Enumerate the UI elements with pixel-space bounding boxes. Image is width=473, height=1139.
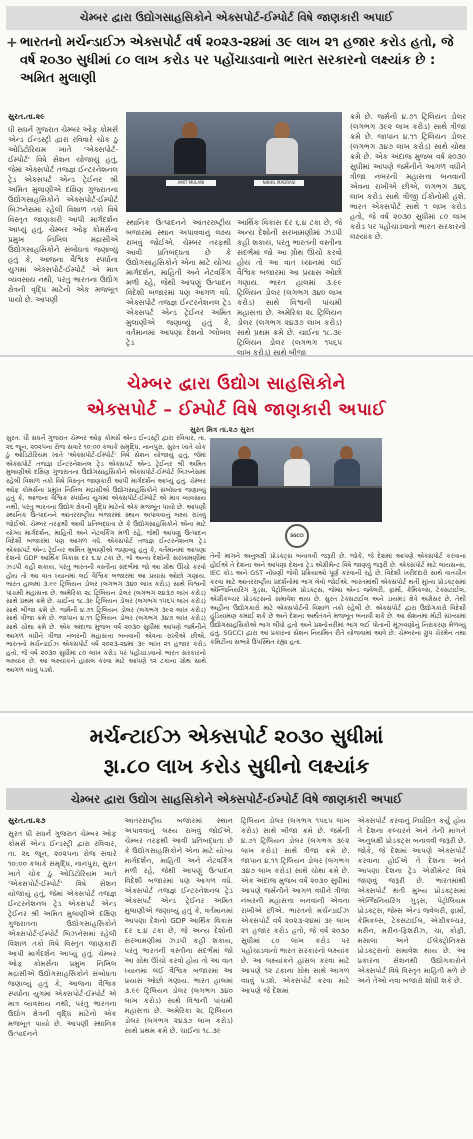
clip1-columns-middle [126,218,342,357]
clip1-col3: આર્થિક વિકાસ દર ૬.૪ ટકા છે, જે અન્ય દેશોની સરખામણીમાં ઝડપી કહી શકાય, પરંતુ ભારતની વસ્તીના સંદર્ભમાં જો આ ગ્રોથ ઊંચો કરવો હોય તો આ વાત ધ્યાનમાં લઈ વૈશ્વિક બજારમાં આ પ્રયાસ ઓછો ગણાય. ભારત હાલમાં ૩.૯૯ ટ્રિલિયન ડોલર (લગભગ ૩૪૦ લાખ કરોડ) સાથે વિશ્વની પાંચમી મહાસત્તા છે. અમેરિકા ૨૮ ટ્રિલિયન ડોલર (લગભગ ૨૪૩૭ લાખ કરોડ) સાથે પ્રથમ ક્રમે છે. ચાઈના ૧૮.૩૯ ટ્રિલિયન ડોલર (લગભગ ૧૫૬૫ લાખ કરોડ) સાથે બીજા [237,218,342,357]
nameplate-left: AMIT MULANI [166,180,216,186]
clip3-banner: ચેમ્બર દ્વારા ઉદ્યોગ સાહસિકોને એક્સપોર્ટ-ઈમ્પોર્ટ વિષે જાણકારી અપાઈ [6,788,467,810]
clip1-byline: સુરત.તા.૨૯ [8,112,45,121]
clip1-event-photo [126,112,342,212]
clip3-title-line1: મર્ચન્ટાઈઝ એક્સપોર્ટ ૨૦૩૦ સુધીમાં [89,724,384,748]
clip3-col3: ટ્રિલિયન ડોલર (લગભગ ૧૫૬૫ લાખ કરોડ) સાથે બીજા ક્રમે છે. જર્મની ૪.૭૧ ટ્રિલિયન ડોલર (લગભગ ૩૯૨ લાખ કરોડ) સાથે ત્રીજા ક્રમે છે. જાપાન ૪.૧૧ ટ્રિલિયન ડોલર (લગભગ ૩૪૭ લાખ કરોડ) સાથે ચોથા ક્રમે છે. એક અંદાજ મુજબ વર્ષ ૨૦૩૦ સુધીમાં આપણે જર્મનીને આગળ વધીને ત્રીજા નંબરની મહાસત્તા બનવાની એવના રાખીએ છીએ. ભારતનો મર્ચન્ડાઈઝ એક્સપોર્ટ વર્ષ ૨૦૨૩-૨૪માં ૩૯ લાખ ૨૧ હજાર કરોડ હતો, જે વર્ષ ૨૦૩૦ સુધીમાં ૮૦ લાખ કરોડ પર પહોંચાડવાનો ભારત સરકારનો લક્ષ્યાંક છે. આ લક્ષ્યાંકને હાંસલ કરવા માટે આપણે ૧૨ ટકાના ગ્રોથ સાથે આગળ વધવું પડશે. એક્સપોર્ટ કરવા માટે આપણે જે દેશમાં [241,816,350,995]
clip3-byline: સુરત.તા.૨૭ [8,816,46,825]
clip1-col1-text: ધી સધર્ન ગુજરાત ચેમ્બર ઓફ કોમર્સ એન્ડ ઈન્ડસ્ટ્રી દ્વારા રવિવારે ચોક ઠુ ઓડિટોરિયમ ખાતે 'એક્સપોર્ટ-ઈમ્પોર્ટ' વિષે સેશન યોજાયું હતું, જેમાં એક્સપોર્ટ તજજ્ઞ ઈન્ટરનેશનલ ટ્રેડ એક્સપર્ટ એન્ડ ટ્રેઈનર શ્રી અમિત મુલાણીએ દક્ષિણ ગુજરાતના ઉદ્યોગસાહસિકોને એક્સપોર્ટ-ઈમ્પોર્ટ બિઝનેસમાં રહેલી વિશાળ તકો વિષે વિસ્તૃત જાણકારી આપી માર્ગદર્શન આપ્યું હતું. ચેમ્બર ઓફ કોમર્સના પ્રમુખ નિખિલ મદ્રાસીએ ઉદ્યોગસાહસિકોને સંબોધતા જણાવ્યું હતું કે, આજના વૈશ્વિક સ્પર્ધાના યુગમાં એક્સપોર્ટ-ઈમ્પોર્ટ એ માત્ર વ્યવસાય નથી, પરંતુ ભારતના ઉદ્યોગ ક્ષેત્રની વૃદ્ધિ માટેનો એક મજબૂત પાયો છે. આપણી [8,125,118,304]
clip2-title-line2: એક્સપોર્ટ – ઈમ્પોર્ટ વિષે જાણકારી અપાઈ [86,400,387,420]
clip3-col2: આંતરરાષ્ટ્રીય બજારમાં સ્થાન અપાવવાનું લક્ષ્ય રાખવું જોઈએ. ચેમ્બર તરફથી આવી પ્રતિબદ્ધતા છે કે ઉદ્યોગસાહસિકોને એના માટે યોગ્ય માર્ગદર્શન, માહિતી અને નેટવર્કિંગ મળી રહે, જેથી આપણું ઉત્પાદન વિદેશી બજારમાં પણ આગળ વધે. એક્સપોર્ટ તજજ્ઞ ઈન્ટરનેશનલ ટ્રેડ એક્સપર્ટ એન્ડ ટ્રેઈનર અમિત મુલાણીએ જણાવ્યું હતું કે, વર્તમાનમાં આપણા દેશનો GDP આર્થિક વિકાસ દર ૬.૪ ટકા છે, જે અન્ય દેશોની સરખામણીમાં ઝડપી કહી શકાય, પરંતુ ભારતની વસ્તીના સંદર્ભમાં જો આ ગ્રોથ ઊંચો કરવો હોય તો આ વાત ધ્યાનમાં લઈ વૈશ્વિક બજારમાં આ પ્રયાસ ઓછો ગણાય. ભારત હાલમાં ૩.૯૯ ટ્રિલિયન ડોલર (લગભગ ૩૪૦ લાખ કરોડ) સાથે વિશ્વની પાંચમી મહાસત્તા છે. અમેરિકા ૨૮ ટ્રિલિયન ડોલર (લગભગ ૨૪૩૭ લાખ કરોડ) સાથે પ્રથમ ક્રમે છે. ચાઈના ૧૮.૩૯ [124,816,233,1035]
sgcci-emblem: SGCCI [285,524,309,548]
clip2-col1: સુરત. ધી સધર્ન ગુજરાત ચેમ્બર ઓફ કોમર્સ એન્ડ ઈન્ડસ્ટ્રી દ્વારા રવિવાર, તા. ૨૬ જૂન, ૨૦૨૫ના રોજ સવારે ૧૦:૦૦ કલાકે સમૃદ્ધિ, નાનપુરા, સુરત ખાતે ચોક ઠુ ઓડિટોરિયમ ખાતે 'એક્સપોર્ટ-ઈમ્પોર્ટ' વિષે સેશન યોજાયું હતું, જેમાં એક્સપોર્ટ તજજ્ઞ ઈન્ટરનેશનલ ટ્રેડ એક્સપર્ટ એન્ડ ટ્રેઈનર શ્રી અમિત મુલાણીએ દક્ષિણ ગુજરાતના ઉદ્યોગસાહસિકોને એક્સપોર્ટ-ઈમ્પોર્ટ બિઝનેસમાં રહેલી વિશાળ તકો વિષે વિસ્તૃત જાણકારી આપી માર્ગદર્શન આપ્યું હતું. ચેમ્બર ઓફ કોમર્સના પ્રમુખ નિખિલ મદ્રાસીએ ઉદ્યોગસાહસિકોને સંબોધતા જણાવ્યું હતું કે, આજના વૈશ્વિક સ્પર્ધાના યુગમાં એક્સપોર્ટ-ઈમ્પોર્ટ એ માત્ર વ્યવસાય નથી, પરંતુ ભારતના ઉદ્યોગ ક્ષેત્રની વૃદ્ધિ માટેનો એક મજબૂત પાયો છે. આપણી સ્થાનિક ઉત્પાદનને આંતરરાષ્ટ્રીય બજારમાં સ્થાન અપાવવાનું લક્ષ્ય રાખવું જોઈએ. ચેમ્બર તરફથી આવી પ્રતિબદ્ધતા છે કે ઉદ્યોગસાહસિકોને એના માટે યોગ્ય માર્ગદર્શન, માહિતી અને નેટવર્કિંગ મળી રહે, જેથી આપણું ઉત્પાદન વિદેશી બજારમાં પણ આગળ વધે. એક્સપોર્ટ તજજ્ઞ ઈન્ટરનેશનલ ટ્રેડ એક્સપર્ટ એન્ડ ટ્રેઈનર અમિત મુલાણીએ જણાવ્યું હતું કે, વર્તમાનમાં આપણા દેશનો GDP આર્થિક વિકાસ દર ૬.૪ ટકા છે, જે અન્ય દેશોની સરખામણીમાં ઝડપી કહી શકાય, પરંતુ ભારતની વસ્તીના સંદર્ભમાં જો આ ગ્રોથ ઊંચો કરવો હોય તો આ વાત ધ્યાનમાં લઈ વૈશ્વિક બજારમાં આ પ્રયાસ ઓછો ગણાય. ભારત હાલમાં ૩.૯૯ ટ્રિલિયન ડોલર (લગભગ ૩૪૦ લાખ કરોડ) સાથે વિશ્વની પાંચમી મહાસત્તા છે. અમેરિકા ૨૮ ટ્રિલિયન ડોલર (લગભગ ૨૪૩૭ લાખ કરોડ) સાથે પ્રથમ ક્રમે છે. ચાઈના ૧૮.૩૯ ટ્રિલિયન ડોલર (લગભગ ૧૫૬૫ લાખ કરોડ) સાથે બીજા ક્રમે છે. જર્મની ૪.૭૧ ટ્રિલિયન ડોલર (લગભગ ૩૯૨ લાખ કરોડ) સાથે ત્રીજા ક્રમે છે. જાપાન ૪.૧૧ ટ્રિલિયન ડોલર (લગભગ ૩૪૭ લાખ કરોડ) સાથે ચોથા ક્રમે છે. એક અંદાજ મુજબ વર્ષ ૨૦૩૦ સુધીમાં આપણે જર્મનીને આગળ વધીને ત્રીજા નંબરની મહાસત્તા બનવાની એવના રાખીએ છીએ. ભારતનો મર્ચન્ડાઈઝ એક્સપોર્ટ વર્ષ ૨૦૨૩-૨૪માં ૩૯ લાખ ૨૧ હજાર કરોડ હતો, જે વર્ષ ૨૦૩૦ સુધીમાં ૮૦ લાખ કરોડ પર પહોંચાડવાનો ભારત સરકારનો લક્ષ્યાંક છે. આ લક્ષ્યાંકને હાંસલ કરવા માટે આપણે ૧૨ ટકાના ગ્રોથ સાથે આગળ વધવું પડશે. [6,434,206,675]
news-clipping-3 [0,716,473,1139]
clip2-byline: સુરત મિત્ર તા.૨૭ સુરત [190,426,254,434]
clip3-col4: એક્સપોર્ટ કરવાનું નિર્ધારિત કર્યું હોય તે દેશના કલ્ચરને અને તેની માંગને અનુલક્ષી પ્રોડક્ટ્સ બનાવવી જરૂરી છે. જોકે, જે દેશમાં આપણે એક્સપોર્ટ કરવાના હોઈએ તે દેશના અને આપણા દેશના ટ્રેડ એગ્રીમેન્ટ વિષે જાણવું જરૂરી છે. ભારતમાંથી એક્સપોર્ટ થતી મુખ્ય પ્રોડક્ટ્સમાં એન્જિનિયરિંગ ગુડ્સ, પેટ્રોલિયમ પ્રોડક્ટ્સ, જેમ્સ એન્ડ જ્વેલરી, ફાર્મા, કેમિકલ્સ, ટેક્સટાઈલ, એગ્રીકલ્ચર, મરીન, મરીન-ફિશરીઝ, ચા, કોફી, મસાલા અને ઈલેક્ટ્રોનિક્સ પ્રોડક્ટ્સનો સમાવેશ થાય છે. આ પ્રકારના સેશનથી ઉદ્યોગકારોને એક્સપોર્ટ વિષે વિસ્તૃત માહિતી મળે છે અને તેઓ નવા બજારો શોધી શકે છે. [357,816,466,985]
clip2-event-photo [210,438,382,522]
clip3-title-line2: રૂા.૮૦ લાખ કરોડ સુધીનો લક્ષ્યાંક [103,754,370,778]
clip1-headline-text: ભારતનો મર્ચન્ડાઈઝ એક્સપોર્ટ વર્ષ ૨૦૨૩-૨૪માં ૩૯ લાખ ૨૧ હજાર કરોડ હતો, જે વર્ષ ૨૦૩૦ સુધીમાં ૮૦ લાખ કરોડ પર પહોંચાડવાનો ભારત સરકારનો લક્ષ્યાંક છે : અમિત મુલાણી [20,35,454,86]
clip1-col4: ક્રમે છે. જર્મની ૪.૭૧ ટ્રિલિયન ડોલર (લગભગ ૩૯૨ લાખ કરોડ) સાથે ત્રીજા ક્રમે છે. જાપાન ૪.૧૧ ટ્રિલિયન ડોલર (લગભગ ૩૪૭ લાખ કરોડ) સાથે ચોથા ક્રમે છે. એક અંદાજ મુજબ વર્ષ ૨૦૩૦ સુધીમાં આપણે જર્મનીને આગળ વધીને ત્રીજા નંબરની મહાસત્તા બનવાની એવના રાખીએ છીએ, લગભગ ૩૪૬ લાખ કરોડ સાથે ત્રીજી ઈકોનોમી હશે. ભારત એક્સપોર્ટ સાથે ૧ લાખ કરોડ હતો, જે વર્ષ ૨૦૩૦ સુધીમાં ૮૦ લાખ કરોડ પર પહોંચાડવાનો ભારત સરકારનો લક્ષ્યાંક છે. [350,112,466,241]
clip1-banner: ચેમ્બર દ્વારા ઉદ્યોગસાહસિકોને એક્સપોર્ટ-ઈમ્પોર્ટ વિષે જાણકારી અપાઈ [6,6,467,30]
clip2-column-left [6,434,206,706]
clip2-column-right [210,552,466,706]
clip1-col2: સ્થાનિક ઉત્પાદનને આંતરરાષ્ટ્રીય બજારમાં સ્થાન અપાવવાનું લક્ષ્ય રાખવું જોઈએ. ચેમ્બર તરફથી આવી પ્રતિબદ્ધતા છે કે ઉદ્યોગસાહસિકોને એના માટે યોગ્ય માર્ગદર્શન, માહિતી અને નેટવર્કિંગ મળી રહે, જેથી આપણું ઉત્પાદન વિદેશી બજારમાં પણ આગળ વધે. એક્સપોર્ટ તજજ્ઞ ઈન્ટરનેશનલ ટ્રેડ એક્સપર્ટ એન્ડ ટ્રેઈનર અમિત મુલાણીએ જણાવ્યું હતું કે, વર્તમાનમાં આપણા દેશનો ગ્લોબલ ટ્રેડ [126,218,231,347]
clip2-col2: તેની માંગને અનુલક્ષી પ્રોડક્ટ્સ બનાવવી જરૂરી છે. જોકે, જે દેશમાં આપણે એક્સપોર્ટ કરવાના હોઈએ તે દેશના અને આપણા દેશના ટ્રેડ એગ્રીમેન્ટ વિષે જાણવું જરૂરી છે. એક્સપોર્ટ માટે લાયસન્સ, IEC કોડ અને GST નોંધણી જેવી પ્રક્રિયાઓ પૂર્ણ કરવાની રહે છે. વિદેશી ખરીદદારો સાથે વાતચીત કરવા માટે આંતરરાષ્ટ્રીય પ્રદર્શનોમાં ભાગ લેવો જોઈએ. ભારતમાંથી એક્સપોર્ટ થતી મુખ્ય પ્રોડક્ટ્સમાં એન્જિનિયરિંગ ગુડ્સ, પેટ્રોલિયમ પ્રોડક્ટ્સ, જેમ્સ એન્ડ જ્વેલરી, ફાર્મા, કેમિકલ્સ, ટેક્સટાઈલ, એગ્રીકલ્ચર પ્રોડક્ટ્સનો સમાવેશ થાય છે. સુરત ટેક્સટાઈલ અને ડાયમંડ ક્ષેત્રે અગ્રેસર છે, તેથી અહીંના ઉદ્યોગકારો માટે એક્સપોર્ટની વિશાળ તકો રહેલી છે. એક્સપોર્ટ દ્વારા ઉદ્યોગકારો વિદેશી હૂંડિયામણ કમાઈ શકે છે અને દેશના અર્થતંત્રને મજબૂત બનાવી શકે છે. આ સેશનમાં મોટી સંખ્યામાં ઉદ્યોગસાહસિકોએ ભાગ લીધો હતો અને પ્રશ્નોત્તરીમાં ભાગ લઈ પોતાની મૂંઝવણોનું નિરાકરણ મેળવ્યું હતું. SGCCI દ્વારા આ પ્રકારના સેશન નિયમિત રીતે યોજવામાં આવે છે. ચેમ્બરના ગ્રુપ ચેરમેન તથા કમિટીના સભ્યો ઉપસ્થિત રહ્યા હતા. [210,552,466,646]
plus-icon: + [6,35,18,51]
news-clipping-2 [0,360,473,713]
stage-table [210,486,382,522]
clip3-col1: સુરત ધી સધર્ન ગુજરાત ચેમ્બર ઓફ કોમર્સ એન્ડ ઈન્ડસ્ટ્રી દ્વારા રવિવાર, તા. ૨૬ જૂન, ૨૦૨૫ના રોજ સવારે ૧૦:૦૦ કલાકે સમૃદ્ધિ, નાનપુરા, સુરત ખાતે ચોક ઠુ ઓડિટોરિયમ ખાતે 'એક્સપોર્ટ-ઈમ્પોર્ટ' વિષે સેશન યોજાયું હતું, જેમાં એક્સપોર્ટ તજજ્ઞ ઈન્ટરનેશનલ ટ્રેડ એક્સપર્ટ એન્ડ ટ્રેઈનર શ્રી અમિત મુલાણીએ દક્ષિણ ગુજરાતના ઉદ્યોગસાહસિકોને એક્સપોર્ટ-ઈમ્પોર્ટ બિઝનેસમાં રહેલી વિશાળ તકો વિષે વિસ્તૃત જાણકારી આપી માર્ગદર્શન આપ્યું હતું. ચેમ્બર ઓફ કોમર્સના પ્રમુખ નિખિલ મદ્રાસીએ ઉદ્યોગસાહસિકોને સંબોધતા જણાવ્યું હતું કે, આજના વૈશ્વિક સ્પર્ધાના યુગમાં એક્સપોર્ટ-ઈમ્પોર્ટ એ માત્ર વ્યવસાય નથી, પરંતુ ભારતના ઉદ્યોગ ક્ષેત્રની વૃદ્ધિ માટેનો એક મજબૂત પાયો છે. આપણી સ્થાનિક ઉત્પાદનને [8,829,117,1038]
news-clipping-1 [0,0,473,357]
clip1-column-left [8,112,118,350]
stage-table [126,174,342,212]
clip1-headline [6,34,467,88]
clip3-columns [8,816,466,1134]
clip2-title-line1: ચેમ્બર દ્વારા ઉદ્યોગ સાહસિકોને [127,374,346,394]
clip3-col1-wrap [8,816,117,1134]
nameplate-right: NIKHIL MADRASI [254,180,304,186]
clip1-column-right [350,112,466,350]
